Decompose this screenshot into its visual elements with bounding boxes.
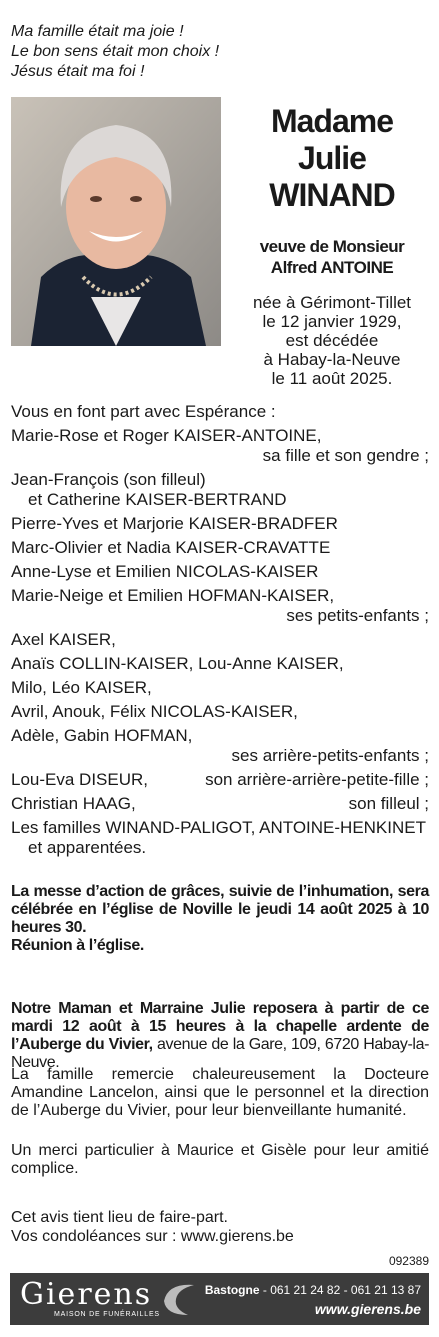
family-line: Anne-Lyse et Emilien NICOLAS-KAISER	[11, 562, 319, 581]
reference-code: 092389	[388, 1254, 429, 1268]
closing	[11, 1208, 429, 1246]
widow-line: Alfred ANTOINE	[270, 258, 394, 277]
thanks-text-2: Un merci particulier à Maurice et Gisèle pour leur amitié complice.	[11, 1142, 429, 1177]
closing-line: Cet avis tient lieu de faire-part.	[11, 1209, 228, 1226]
family-line: Pierre-Yves et Marjorie KAISER-BRADFER	[11, 514, 338, 533]
family-line: et Catherine KAISER-BERTRAND	[28, 490, 287, 509]
intro: Vous en font part avec Espérance :	[11, 402, 276, 421]
widow-line: veuve de Monsieur	[259, 237, 405, 256]
thanks-text: La famille remercie chaleureusement la Docteure Amandine Lancelon, ainsi que le personnel et la direction de l’Auberge du Vivier, pour leur bienveillante humanité.	[11, 1066, 429, 1119]
repose-info	[11, 1000, 429, 1072]
family-line: Jean-François (son filleul)	[11, 470, 206, 489]
relation-line: sa fille et son gendre ;	[262, 446, 429, 465]
family-name: Lou-Eva DISEUR,	[11, 770, 148, 789]
info-line: à Habay-la-Neuve	[263, 350, 401, 369]
family-name: Christian HAAG,	[11, 794, 136, 813]
family-line: Marie-Rose et Roger KAISER-ANTOINE,	[11, 426, 322, 445]
family-line: Avril, Anouk, Félix NICOLAS-KAISER,	[11, 702, 298, 721]
info-line: née à Gérimont-Tillet	[252, 293, 412, 312]
poem-line: Le bon sens était mon choix !	[11, 43, 220, 60]
condolences-line: Vos condoléances sur : www.gierens.be	[11, 1228, 294, 1245]
birth-death-info	[232, 293, 432, 388]
family-announcement	[11, 402, 429, 858]
first-name: Julie	[298, 140, 366, 176]
deceased-block	[232, 103, 432, 388]
title: Madame	[270, 103, 394, 139]
family-line: Adèle, Gabin HOFMAN,	[11, 726, 193, 745]
logo-subtitle: MAISON DE FUNÉRAILLES	[54, 1311, 160, 1318]
family-line: Milo, Léo KAISER,	[11, 678, 152, 697]
family-line: Marc-Olivier et Nadia KAISER-CRAVATTE	[11, 538, 331, 557]
website-link[interactable]: www.gierens.be	[314, 1301, 421, 1317]
relation: son arrière-arrière-petite-fille ;	[205, 770, 429, 789]
relation-line: ses arrière-petits-enfants ;	[231, 746, 429, 765]
gierens-logo: Gierens	[20, 1277, 153, 1312]
contact-line	[205, 1283, 421, 1297]
relation: son filleul ;	[348, 794, 429, 813]
family-line: Les familles WINAND-PALIGOT, ANTOINE-HENKINET	[11, 818, 426, 837]
family-line: et apparentées.	[28, 838, 147, 857]
portrait-photo	[11, 97, 221, 346]
repose-address: avenue de la Gare, 109, 6720 Habay-la-Neuve.	[11, 1036, 429, 1071]
family-line: Axel KAISER,	[11, 630, 116, 649]
funeral-home-banner	[10, 1273, 429, 1325]
info-line: le 11 août 2025.	[271, 369, 393, 388]
info-line: est décédée	[285, 331, 379, 350]
family-line	[11, 770, 429, 790]
repose-bold: Notre Maman et Marraine Julie reposera à partir de ce mardi 12 août à 15 heures à la chapelle ardente de l’Auberge du Vivier,	[11, 1000, 429, 1053]
poem-line: Jésus était ma foi !	[11, 63, 145, 80]
poem	[11, 22, 219, 82]
last-name: WINAND	[269, 177, 395, 213]
relation-line: ses petits-enfants ;	[286, 606, 429, 625]
mass-info	[11, 883, 429, 955]
swoosh-icon	[158, 1279, 198, 1319]
poem-line: Ma famille était ma joie !	[11, 23, 184, 40]
mass-text: La messe d’action de grâces, suivie de l’inhumation, sera célébrée en l’église de Noville le jeudi 14 août 2025 à 10 heures 30.	[11, 883, 429, 936]
widow-of	[232, 236, 432, 278]
phones: - 061 21 24 82 - 061 21 13 87	[259, 1283, 421, 1297]
mass-meeting: Réunion à l’église.	[11, 937, 144, 954]
family-line: Marie-Neige et Emilien HOFMAN-KAISER,	[11, 586, 335, 605]
info-line: le 12 janvier 1929,	[262, 312, 402, 331]
family-line	[11, 794, 429, 814]
family-line: Anaïs COLLIN-KAISER, Lou-Anne KAISER,	[11, 654, 344, 673]
city: Bastogne	[204, 1283, 260, 1297]
